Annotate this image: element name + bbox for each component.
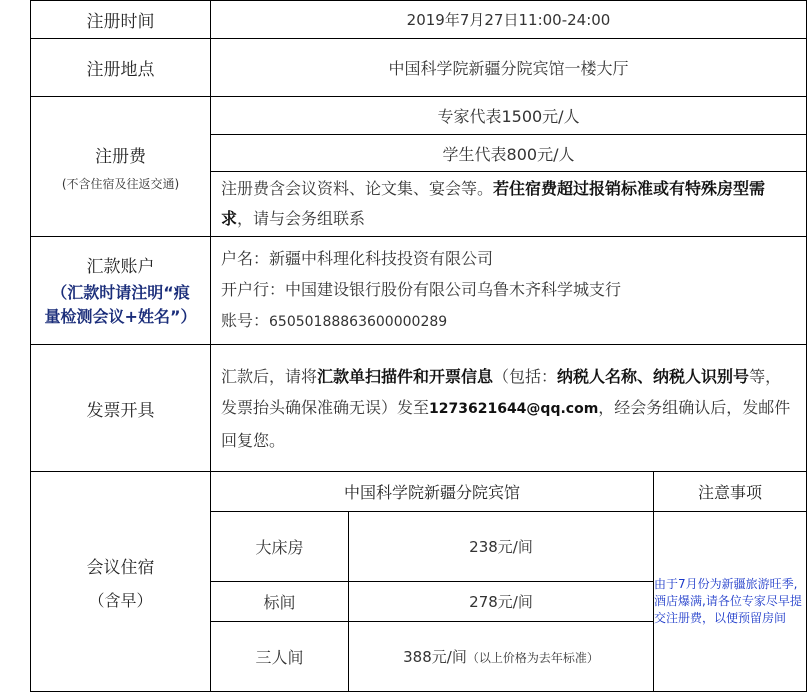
price-note: （以上价格为去年标准） bbox=[466, 651, 599, 665]
row-remit bbox=[31, 237, 807, 345]
invoice-label: 发票开具 bbox=[31, 345, 211, 472]
row-fee-expert bbox=[31, 97, 807, 135]
room-price-value: 238元/间 bbox=[469, 538, 533, 556]
room-name: 大床房 bbox=[211, 512, 349, 582]
room-price bbox=[349, 582, 654, 622]
invoice-email[interactable]: 1273621644@qq.com bbox=[429, 400, 599, 417]
invoice-text bbox=[211, 345, 807, 472]
invoice-b1: 汇款单扫描件和开票信息 bbox=[317, 366, 494, 386]
invoice-p4: ，经会务组确认后，发邮件回复您。 bbox=[221, 397, 791, 450]
remit-note-line1: （汇款时请注明“痕 bbox=[51, 283, 190, 302]
room-price bbox=[349, 512, 654, 582]
bank-name: 开户行：中国建设银行股份有限公司乌鲁木齐科学城支行 bbox=[221, 280, 622, 299]
account-number: 65050188863600000289 bbox=[269, 314, 448, 330]
row-lodging-header bbox=[31, 472, 807, 512]
fee-desc-normal: 注册费含会议资料、论文集、宴会等。 bbox=[221, 179, 494, 198]
room-price-value: 278元/间 bbox=[469, 593, 533, 611]
row-registration-place bbox=[31, 39, 807, 97]
invoice-p1: 汇款后，请将 bbox=[221, 366, 318, 386]
account-name: 户名：新疆中科理化科技投资有限公司 bbox=[221, 249, 494, 268]
lodging-label: 会议住宿 bbox=[86, 557, 155, 578]
room-price-value: 388元/间 bbox=[403, 648, 467, 666]
hotel-name: 中国科学院新疆分院宾馆 bbox=[211, 472, 654, 512]
invoice-b2: 纳税人名称、纳税人识别号 bbox=[557, 366, 750, 386]
time-value: 2019年7月27日11:00-24:00 bbox=[211, 1, 807, 39]
remit-details bbox=[211, 237, 807, 345]
fee-label-cell bbox=[31, 97, 211, 237]
fee-desc-bold: 若住宿费超过报销标准或有特殊房型需求 bbox=[221, 179, 766, 228]
place-label: 注册地点 bbox=[31, 39, 211, 97]
invoice-p2: （包括： bbox=[493, 366, 558, 386]
fee-note: (不含住宿及往返交通) bbox=[61, 176, 180, 191]
registration-table bbox=[30, 0, 807, 692]
row-invoice bbox=[31, 345, 807, 472]
account-number-line bbox=[221, 305, 796, 338]
invoice-p3: 等，发票抬头确保准确无误）发至 bbox=[221, 366, 782, 417]
fee-expert: 专家代表1500元/人 bbox=[211, 97, 807, 135]
lodging-sub: （含早） bbox=[88, 590, 153, 610]
fee-student: 学生代表800元/人 bbox=[211, 135, 807, 172]
notice-text: 由于7月份为新疆旅游旺季,酒店爆满,请各位专家尽早提交注册费，以便预留房间 bbox=[654, 512, 807, 692]
time-label: 注册时间 bbox=[31, 1, 211, 39]
fee-desc bbox=[211, 172, 807, 237]
place-value: 中国科学院新疆分院宾馆一楼大厅 bbox=[211, 39, 807, 97]
room-name: 三人间 bbox=[211, 622, 349, 692]
room-name: 标间 bbox=[211, 582, 349, 622]
account-number-label: 账号： bbox=[221, 311, 270, 330]
room-price bbox=[349, 622, 654, 692]
remit-label-cell bbox=[31, 237, 211, 345]
remit-note-line2: 量检测会议+姓名”） bbox=[44, 307, 197, 326]
remit-label: 汇款账户 bbox=[86, 257, 155, 277]
fee-desc-end: ，请与会务组联系 bbox=[237, 209, 366, 228]
fee-label: 注册费 bbox=[95, 146, 146, 167]
notice-title: 注意事项 bbox=[654, 472, 807, 512]
row-registration-time bbox=[31, 1, 807, 39]
lodging-label-cell bbox=[31, 472, 211, 692]
